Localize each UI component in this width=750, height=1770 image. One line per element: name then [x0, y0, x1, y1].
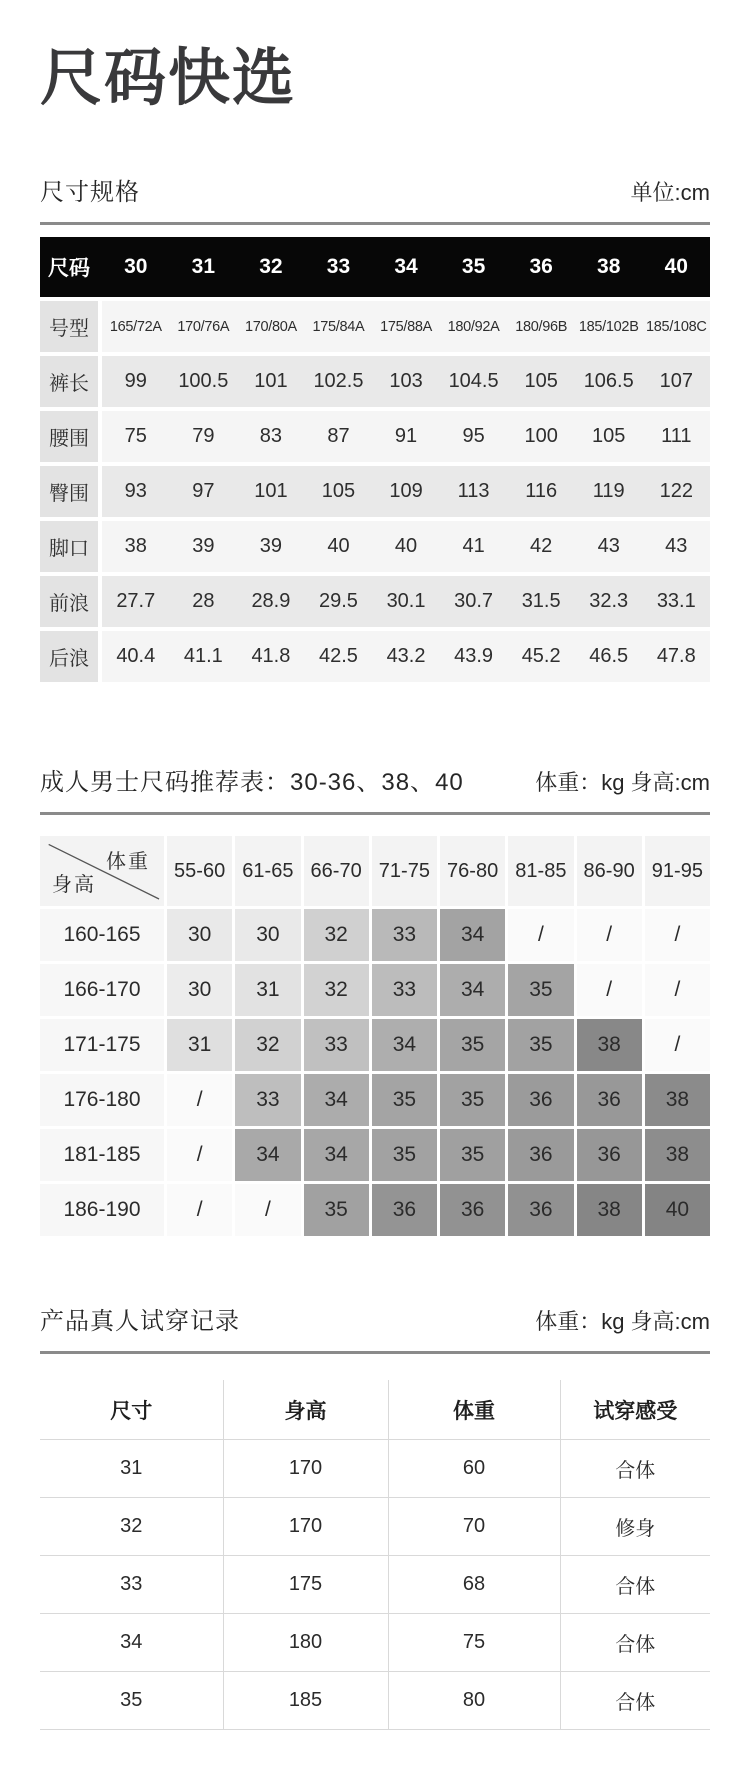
matrix-empty-cell: /: [577, 964, 642, 1016]
spec-cell: 103: [389, 370, 423, 393]
matrix-weight-header: 55-60: [167, 836, 232, 906]
tryon-cell: 175: [223, 1556, 388, 1614]
matrix-row: [40, 1074, 710, 1126]
tryon-column-header: 身高: [223, 1380, 388, 1440]
spec-cell: 95: [462, 425, 485, 448]
matrix-size-cell: 36: [372, 1184, 437, 1236]
matrix-size-cell: 31: [235, 964, 300, 1016]
spec-cell: 101: [254, 370, 288, 393]
spec-cell: 46.5: [589, 645, 629, 668]
spec-row-label: 号型: [40, 301, 98, 352]
spec-row-label: 裤长: [40, 356, 98, 407]
spec-cell: 30.1: [386, 590, 426, 613]
spec-cell: 175/88A: [380, 318, 432, 335]
spec-cell: 180/92A: [447, 318, 500, 335]
size-recommend-matrix: [37, 833, 713, 1239]
spec-cell: 47.8: [656, 645, 696, 668]
matrix-size-cell: 36: [577, 1129, 642, 1181]
spec-cell: 32.3: [589, 590, 629, 613]
spec-cell: 28: [192, 590, 215, 613]
matrix-empty-cell: /: [167, 1074, 232, 1126]
matrix-size-cell: 32: [304, 964, 369, 1016]
spec-cell: 45.2: [521, 645, 561, 668]
matrix-height-label: 181-185: [40, 1129, 164, 1181]
tryon-header-row: [40, 1380, 710, 1440]
spec-row-label: 臀围: [40, 466, 98, 517]
matrix-header-row: [40, 836, 710, 906]
spec-cell: 27.7: [116, 590, 156, 613]
spec-cell: 105: [524, 370, 558, 393]
spec-size-col: 33: [326, 255, 351, 279]
matrix-weight-header: 91-95: [645, 836, 710, 906]
spec-cell: 75: [124, 425, 147, 448]
page-title: 尺码快选: [40, 44, 297, 113]
matrix-size-cell: 35: [508, 964, 573, 1016]
spec-section-title: 尺寸规格: [40, 179, 140, 207]
matrix-weight-header: 86-90: [577, 836, 642, 906]
tryon-cell: 合体: [560, 1672, 710, 1730]
tryon-column-header: 试穿感受: [560, 1380, 710, 1440]
spec-cell: 102.5: [313, 370, 364, 393]
spec-row: [40, 521, 710, 572]
spec-row: [40, 631, 710, 682]
matrix-size-cell: 34: [235, 1129, 300, 1181]
tryon-unit-label: 体重：kg 身高:cm: [535, 1309, 710, 1335]
spec-cell: 41: [462, 535, 485, 558]
spec-cell: 39: [259, 535, 283, 558]
tryon-cell: 68: [388, 1556, 560, 1614]
matrix-empty-cell: /: [645, 1019, 710, 1071]
matrix-size-cell: 34: [304, 1074, 369, 1126]
spec-size-col: 38: [597, 255, 621, 279]
spec-header-size-label: 尺码: [48, 257, 90, 281]
spec-cell: 122: [659, 480, 693, 503]
matrix-row: [40, 964, 710, 1016]
spec-cell: 175/84A: [312, 318, 365, 335]
spec-row: [40, 301, 710, 352]
tryon-cell: 75: [388, 1614, 560, 1672]
spec-row: [40, 576, 710, 627]
spec-cell: 109: [389, 480, 423, 503]
tryon-cell: 170: [223, 1440, 388, 1498]
spec-cell: 91: [394, 425, 418, 448]
spec-cell: 116: [525, 480, 558, 503]
spec-size-col: 34: [394, 255, 418, 279]
spec-cell: 165/72A: [109, 318, 162, 335]
matrix-height-label: 186-190: [40, 1184, 164, 1236]
recommend-unit-label: 体重：kg 身高:cm: [535, 770, 710, 796]
matrix-size-cell: 30: [167, 909, 232, 961]
tryon-cell: 60: [388, 1440, 560, 1498]
tryon-row: [40, 1556, 710, 1614]
spec-cell: 43: [597, 535, 620, 558]
spec-row-label: 腰围: [40, 411, 98, 462]
matrix-size-cell: 35: [304, 1184, 369, 1236]
matrix-height-label: 166-170: [40, 964, 164, 1016]
matrix-size-cell: 33: [372, 964, 437, 1016]
tryon-column-header: 尺寸: [40, 1380, 223, 1440]
spec-cell: 87: [327, 425, 350, 448]
tryon-cell: 34: [40, 1614, 223, 1672]
tryon-row: [40, 1672, 710, 1730]
spec-row-label: 前浪: [40, 576, 98, 627]
spec-cell: 107: [659, 370, 693, 393]
tryon-record-table: [40, 1380, 710, 1730]
matrix-row: [40, 1184, 710, 1236]
spec-section-header: [40, 172, 710, 225]
spec-cell: 43.2: [386, 645, 426, 668]
size-guide-page: [40, 42, 710, 1730]
matrix-empty-cell: /: [577, 909, 642, 961]
spec-cell: 113: [457, 480, 490, 503]
spec-cell: 42: [530, 535, 553, 558]
matrix-size-cell: 35: [372, 1129, 437, 1181]
spec-cell: 97: [192, 480, 215, 503]
spec-cell: 30.7: [454, 590, 494, 613]
matrix-size-cell: 36: [440, 1184, 505, 1236]
tryon-cell: 80: [388, 1672, 560, 1730]
spec-cell: 40: [394, 535, 418, 558]
spec-header-row: [40, 237, 710, 297]
spec-cell: 31.5: [521, 590, 561, 613]
spec-cell: 106.5: [583, 370, 634, 393]
corner-height-label: 身高: [52, 874, 96, 897]
matrix-size-cell: 34: [440, 909, 505, 961]
tryon-column-header: 体重: [388, 1380, 560, 1440]
tryon-row: [40, 1498, 710, 1556]
spec-row: [40, 411, 710, 462]
size-spec-table: [40, 237, 710, 682]
spec-cell: 99: [124, 370, 147, 393]
matrix-empty-cell: /: [508, 909, 573, 961]
spec-cell: 29.5: [319, 590, 358, 613]
tryon-cell: 32: [40, 1498, 223, 1556]
spec-row-label: 后浪: [40, 631, 98, 682]
matrix-row: [40, 909, 710, 961]
matrix-size-cell: 38: [577, 1184, 642, 1236]
tryon-cell: 合体: [560, 1440, 710, 1498]
tryon-cell: 修身: [560, 1498, 710, 1556]
spec-size-col: 35: [461, 255, 486, 279]
spec-cell: 42.5: [319, 645, 358, 668]
spec-cell: 185/108C: [646, 318, 707, 335]
spec-size-col: 40: [664, 255, 688, 279]
spec-cell: 43: [665, 535, 688, 558]
spec-cell: 93: [124, 480, 147, 503]
spec-unit-label: 单位:cm: [630, 180, 710, 206]
tryon-cell: 35: [40, 1672, 223, 1730]
matrix-size-cell: 33: [372, 909, 437, 961]
spec-size-col: 36: [529, 255, 553, 279]
matrix-empty-cell: /: [167, 1129, 232, 1181]
matrix-height-label: 171-175: [40, 1019, 164, 1071]
tryon-cell: 170: [223, 1498, 388, 1556]
spec-cell: 180/96B: [515, 318, 568, 335]
matrix-empty-cell: /: [235, 1184, 300, 1236]
matrix-size-cell: 30: [167, 964, 232, 1016]
matrix-weight-header: 71-75: [372, 836, 437, 906]
matrix-row: [40, 1129, 710, 1181]
tryon-cell: 185: [223, 1672, 388, 1730]
recommend-section-title: 成人男士尺码推荐表：30-36、38、40: [40, 769, 464, 797]
spec-cell: 83: [259, 425, 283, 448]
spec-cell: 101: [254, 480, 288, 503]
spec-size-col: 32: [259, 255, 283, 279]
matrix-weight-header: 76-80: [440, 836, 505, 906]
matrix-row: [40, 1019, 710, 1071]
matrix-size-cell: 34: [372, 1019, 437, 1071]
tryon-row: [40, 1440, 710, 1498]
matrix-size-cell: 38: [577, 1019, 642, 1071]
spec-size-col: 31: [191, 255, 216, 279]
matrix-height-label: 160-165: [40, 909, 164, 961]
spec-row: [40, 466, 710, 517]
tryon-section-header: [40, 1301, 710, 1354]
spec-cell: 41.8: [251, 645, 291, 668]
matrix-size-cell: 33: [235, 1074, 300, 1126]
matrix-size-cell: 38: [645, 1129, 710, 1181]
spec-row: [40, 356, 710, 407]
matrix-size-cell: 40: [645, 1184, 710, 1236]
matrix-size-cell: 36: [508, 1184, 573, 1236]
tryon-section-title: 产品真人试穿记录: [40, 1308, 240, 1336]
matrix-weight-header: 61-65: [235, 836, 300, 906]
matrix-size-cell: 35: [440, 1129, 505, 1181]
tryon-cell: 合体: [560, 1556, 710, 1614]
tryon-row: [40, 1614, 710, 1672]
spec-row-label: 脚口: [40, 521, 98, 572]
spec-cell: 40: [327, 535, 350, 558]
corner-weight-label: 体重: [106, 851, 150, 874]
matrix-size-cell: 33: [304, 1019, 369, 1071]
spec-cell: 100.5: [178, 370, 229, 393]
matrix-size-cell: 32: [304, 909, 369, 961]
matrix-size-cell: 34: [440, 964, 505, 1016]
matrix-size-cell: 36: [577, 1074, 642, 1126]
matrix-size-cell: 35: [440, 1074, 505, 1126]
spec-cell: 105: [592, 425, 626, 448]
matrix-empty-cell: /: [167, 1184, 232, 1236]
spec-cell: 38: [124, 535, 147, 558]
tryon-cell: 合体: [560, 1614, 710, 1672]
spec-cell: 100: [524, 425, 558, 448]
recommend-section-header: [40, 762, 710, 815]
matrix-weight-header: 66-70: [304, 836, 369, 906]
matrix-empty-cell: /: [645, 964, 710, 1016]
spec-cell: 185/102B: [578, 318, 639, 335]
matrix-size-cell: 35: [440, 1019, 505, 1071]
spec-cell: 39: [192, 535, 215, 558]
matrix-size-cell: 30: [235, 909, 300, 961]
tryon-cell: 70: [388, 1498, 560, 1556]
matrix-size-cell: 32: [235, 1019, 300, 1071]
matrix-weight-header: 81-85: [508, 836, 573, 906]
spec-cell: 170/76A: [177, 318, 230, 335]
matrix-size-cell: 31: [167, 1019, 232, 1071]
matrix-size-cell: 38: [645, 1074, 710, 1126]
matrix-size-cell: 36: [508, 1074, 573, 1126]
matrix-corner-cell: [40, 836, 164, 906]
spec-cell: 104.5: [448, 370, 499, 393]
matrix-empty-cell: /: [645, 909, 710, 961]
matrix-size-cell: 34: [304, 1129, 369, 1181]
matrix-height-label: 176-180: [40, 1074, 164, 1126]
spec-cell: 33.1: [656, 590, 696, 613]
matrix-size-cell: 36: [508, 1129, 573, 1181]
spec-cell: 119: [592, 480, 625, 503]
spec-cell: 111: [661, 425, 692, 448]
matrix-size-cell: 35: [372, 1074, 437, 1126]
matrix-size-cell: 35: [508, 1019, 573, 1071]
tryon-cell: 180: [223, 1614, 388, 1672]
spec-cell: 79: [192, 425, 215, 448]
spec-cell: 105: [321, 480, 356, 503]
spec-cell: 40.4: [116, 645, 156, 668]
tryon-cell: 33: [40, 1556, 223, 1614]
spec-cell: 41.1: [183, 645, 223, 668]
spec-cell: 28.9: [251, 590, 291, 613]
spec-cell: 170/80A: [244, 318, 297, 335]
spec-size-col: 30: [124, 255, 148, 279]
tryon-cell: 31: [40, 1440, 223, 1498]
spec-cell: 43.9: [454, 645, 494, 668]
